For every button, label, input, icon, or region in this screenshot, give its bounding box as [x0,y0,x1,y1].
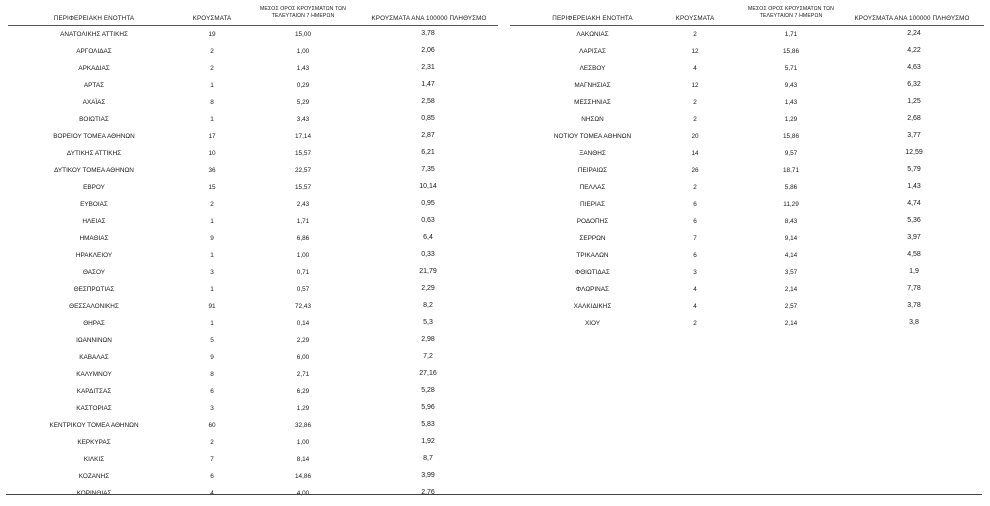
cell-per100k: 0,95 [421,200,435,207]
cell-cases: 1 [210,116,214,123]
cell-per100k: 12,59 [905,149,923,156]
cell-per100k: 5,79 [907,166,921,173]
table-row [510,315,984,332]
table-row [8,417,498,434]
cell-avg7: 3,57 [784,269,798,276]
table-row [510,162,984,179]
table-row [510,26,984,43]
cell-avg7: 1,00 [296,48,310,55]
table-row [8,230,498,247]
cell-per100k: 2,06 [421,47,435,54]
cell-region: ΞΑΝΘΗΣ [579,150,606,157]
cell-region: ΘΕΣΣΑΛΟΝΙΚΗΣ [69,303,119,310]
table-row [8,179,498,196]
cell-region: ΠΕΙΡΑΙΩΣ [577,167,608,174]
cell-per100k: 6,32 [907,81,921,88]
cell-per100k: 0,33 [421,251,435,258]
cell-cases: 1 [210,320,214,327]
cell-avg7: 2,14 [784,286,798,293]
table-row [8,468,498,485]
cell-region: ΒΟΙΩΤΙΑΣ [79,116,109,123]
table-row [8,315,498,332]
cell-avg7: 0,71 [296,269,310,276]
cell-cases: 1 [210,252,214,259]
cell-per100k: 5,36 [907,217,921,224]
cell-region: ΧΙΟΥ [584,320,601,327]
table-row [510,298,984,315]
cell-per100k: 2,98 [421,336,435,343]
bottom-divider [6,494,982,495]
cell-per100k: 4,63 [907,64,921,71]
cell-cases: 4 [693,65,697,72]
table-row [8,264,498,281]
cell-region: ΔΥΤΙΚΟΥ ΤΟΜΕΑ ΑΘΗΝΩΝ [54,167,134,174]
cell-cases: 6 [693,201,697,208]
cell-cases: 12 [691,82,699,89]
table-row [510,43,984,60]
cell-cases: 6 [210,388,214,395]
cell-per100k: 2,31 [421,64,435,71]
cell-avg7: 2,14 [784,320,798,327]
cell-cases: 3 [210,269,214,276]
table-body [8,26,498,502]
cell-region: ΜΕΣΣΗΝΙΑΣ [574,99,611,106]
table-row [510,128,984,145]
cell-avg7: 9,14 [784,235,798,242]
table-row [8,162,498,179]
cell-region: ΑΝΑΤΟΛΙΚΗΣ ΑΤΤΙΚΗΣ [60,31,128,38]
cell-per100k: 2,58 [421,98,435,105]
cell-avg7: 2,43 [296,201,310,208]
cell-region: ΑΡΚΑΔΙΑΣ [78,65,110,72]
cell-cases: 9 [210,235,214,242]
cell-region: ΒΟΡΕΙΟΥ ΤΟΜΕΑ ΑΘΗΝΩΝ [53,133,135,140]
cell-per100k: 2,76 [421,489,435,496]
header-avg7-line1: ΜΕΣΟΣ ΟΡΟΣ ΚΡΟΥΣΜΑΤΩΝ ΤΩΝ [748,6,834,12]
cell-region: ΑΡΤΑΣ [83,82,105,89]
table-row [510,230,984,247]
header-cases: ΚΡΟΥΣΜΑΤΑ [192,15,232,22]
cell-avg7: 15,86 [783,48,799,55]
cell-region: ΚΕΡΚΥΡΑΣ [77,439,111,446]
cell-per100k: 3,77 [907,132,921,139]
cell-region: ΣΕΡΡΩΝ [579,235,606,242]
cell-region: ΗΡΑΚΛΕΙΟΥ [75,252,113,259]
cell-avg7: 0,29 [296,82,310,89]
cell-region: ΘΗΡΑΣ [83,320,105,327]
cell-per100k: 27,16 [419,370,437,377]
cell-per100k: 1,9 [909,268,919,275]
cell-avg7: 15,57 [295,184,311,191]
table-row [8,128,498,145]
cell-cases: 2 [693,320,697,327]
cell-cases: 6 [693,252,697,259]
cell-cases: 1 [210,82,214,89]
cell-per100k: 1,92 [421,438,435,445]
table-row [8,332,498,349]
cell-per100k: 21,79 [419,268,437,275]
cell-avg7: 4,14 [784,252,798,259]
cell-avg7: 1,00 [296,439,310,446]
cell-per100k: 5,3 [423,319,433,326]
cell-cases: 8 [210,99,214,106]
cell-cases: 2 [210,201,214,208]
cell-avg7: 3,43 [296,116,310,123]
cell-per100k: 5,28 [421,387,435,394]
cell-region: ΠΙΕΡΙΑΣ [580,201,605,208]
cell-per100k: 4,74 [907,200,921,207]
header-region: ΠΕΡΙΦΕΡΕΙΑΚΗ ΕΝΟΤΗΤΑ [53,15,135,22]
cell-region: ΦΘΙΩΤΙΔΑΣ [575,269,610,276]
table-row [8,298,498,315]
cell-region: ΚΙΛΚΙΣ [83,456,105,463]
cases-table-left [8,6,498,502]
cell-avg7: 5,29 [296,99,310,106]
cell-per100k: 3,97 [907,234,921,241]
cell-cases: 6 [210,473,214,480]
table-row [510,77,984,94]
cell-avg7: 9,43 [784,82,798,89]
cell-per100k: 2,87 [421,132,435,139]
cell-avg7: 15,86 [783,133,799,140]
cell-per100k: 1,43 [907,183,921,190]
cell-per100k: 1,47 [421,81,435,88]
table-row [8,26,498,43]
header-avg7-line2: ΤΕΛΕΥΤΑΙΩΝ 7 ΗΜΕΡΩΝ [271,12,335,19]
cell-cases: 3 [693,269,697,276]
table-row [510,94,984,111]
cell-per100k: 2,24 [907,30,921,37]
cell-region: ΛΑΡΙΣΑΣ [579,48,606,55]
cell-region: ΗΛΕΙΑΣ [82,218,106,225]
cell-cases: 1 [210,218,214,225]
table-row [8,281,498,298]
cell-per100k: 5,96 [421,404,435,411]
table-row [8,366,498,383]
cell-per100k: 6,21 [421,149,435,156]
table-row [8,213,498,230]
cell-avg7: 2,71 [296,371,310,378]
cell-region: ΑΡΓΟΛΙΔΑΣ [76,48,112,55]
cell-avg7: 11,29 [783,201,799,208]
table-row [8,247,498,264]
cell-per100k: 8,7 [423,455,433,462]
cell-avg7: 2,29 [296,337,310,344]
cell-per100k: 6,4 [423,234,433,241]
header-region: ΠΕΡΙΦΕΡΕΙΑΚΗ ΕΝΟΤΗΤΑ [552,15,633,22]
cell-avg7: 8,43 [784,218,798,225]
cell-region: ΤΡΙΚΑΛΩΝ [576,252,609,259]
cell-avg7: 1,71 [784,31,798,38]
table-row [8,94,498,111]
cell-region: ΕΥΒΟΙΑΣ [80,201,108,208]
cell-cases: 2 [210,65,214,72]
cell-region: ΠΕΛΛΑΣ [579,184,606,191]
header-per100k: ΚΡΟΥΣΜΑΤΑ ΑΝΑ 100000 ΠΛΗΘΥΣΜΟ [371,15,487,22]
cell-region: ΚΕΝΤΡΙΚΟΥ ΤΟΜΕΑ ΑΘΗΝΩΝ [49,422,139,429]
cell-region: ΚΟΖΑΝΗΣ [78,473,110,480]
cell-avg7: 1,29 [296,405,310,412]
table-row [8,434,498,451]
cell-per100k: 10,14 [419,183,437,190]
cell-cases: 9 [210,354,214,361]
cell-cases: 4 [210,490,214,497]
cell-cases: 2 [210,48,214,55]
cell-per100k: 4,58 [907,251,921,258]
table-row [510,111,984,128]
cell-cases: 1 [210,286,214,293]
cell-per100k: 7,35 [421,166,435,173]
table-row [8,383,498,400]
cell-avg7: 15,57 [295,150,311,157]
cell-avg7: 0,14 [296,320,310,327]
cell-region: ΚΟΡΙΝΘΙΑΣ [76,490,112,497]
table-row [510,196,984,213]
cell-per100k: 3,8 [909,319,919,326]
cell-per100k: 7,2 [423,353,433,360]
cell-cases: 8 [210,371,214,378]
cell-avg7: 6,86 [296,235,310,242]
table-header [510,6,984,26]
cell-region: ΚΑΛΥΜΝΟΥ [76,371,112,378]
cell-avg7: 1,29 [784,116,798,123]
table-row [8,145,498,162]
cell-avg7: 6,00 [296,354,310,361]
header-avg7 [738,6,844,19]
table-header [8,6,498,26]
cell-cases: 7 [693,235,697,242]
cell-cases: 2 [210,439,214,446]
cell-avg7: 22,57 [295,167,311,174]
cell-cases: 17 [208,133,216,140]
cell-region: ΕΒΡΟΥ [83,184,105,191]
cell-region: ΝΟΤΙΟΥ ΤΟΜΕΑ ΑΘΗΝΩΝ [553,133,632,140]
table-row [8,60,498,77]
cell-cases: 7 [210,456,214,463]
cell-avg7: 0,57 [296,286,310,293]
table-row [510,179,984,196]
table-row [510,145,984,162]
cell-avg7: 2,57 [784,303,798,310]
cell-region: ΛΑΚΩΝΙΑΣ [576,31,609,38]
table-row [510,60,984,77]
table-body [510,26,984,332]
cell-region: ΝΗΣΩΝ [581,116,604,123]
cell-avg7: 32,86 [295,422,311,429]
cell-avg7: 72,43 [295,303,311,310]
cell-per100k: 8,2 [423,302,433,309]
cell-region: ΙΩΑΝΝΙΝΩΝ [76,337,112,344]
cell-avg7: 1,43 [784,99,798,106]
cell-cases: 36 [208,167,216,174]
header-cases: ΚΡΟΥΣΜΑΤΑ [675,15,715,22]
cell-region: ΗΜΑΘΙΑΣ [79,235,109,242]
table-row [8,196,498,213]
cell-region: ΧΑΛΚΙΔΙΚΗΣ [573,303,612,310]
cell-avg7: 9,57 [784,150,798,157]
table-row [8,349,498,366]
cell-region: ΘΕΣΠΡΩΤΙΑΣ [73,286,115,293]
table-row [8,43,498,60]
cell-cases: 4 [693,303,697,310]
cell-cases: 2 [693,184,697,191]
cell-avg7: 8,14 [296,456,310,463]
cell-region: ΚΑΡΔΙΤΣΑΣ [76,388,112,395]
cell-region: ΘΑΣΟΥ [82,269,106,276]
cell-region: ΦΛΩΡΙΝΑΣ [575,286,609,293]
cell-avg7: 15,00 [295,31,311,38]
cell-region: ΛΕΣΒΟΥ [579,65,606,72]
cell-cases: 19 [208,31,216,38]
cell-per100k: 5,83 [421,421,435,428]
cell-cases: 2 [693,31,697,38]
cell-region: ΑΧΑΪΑΣ [82,99,106,106]
table-row [510,247,984,264]
cell-per100k: 3,99 [421,472,435,479]
cell-region: ΚΑΒΑΛΑΣ [79,354,109,361]
cell-avg7: 17,14 [295,133,311,140]
header-avg7-line1: ΜΕΣΟΣ ΟΡΟΣ ΚΡΟΥΣΜΑΤΩΝ ΤΩΝ [260,6,346,12]
cell-cases: 5 [210,337,214,344]
table-row [510,264,984,281]
header-avg7-line2: ΤΕΛΕΥΤΑΙΩΝ 7 ΗΜΕΡΩΝ [759,12,823,19]
cases-table-right [510,6,984,332]
cell-avg7: 18,71 [783,167,799,174]
cell-avg7: 6,29 [296,388,310,395]
cell-cases: 4 [693,286,697,293]
table-row [8,111,498,128]
cell-per100k: 2,29 [421,285,435,292]
cell-cases: 20 [691,133,699,140]
header-per100k: ΚΡΟΥΣΜΑΤΑ ΑΝΑ 100000 ΠΛΗΘΥΣΜΟ [854,15,970,22]
cell-cases: 3 [210,405,214,412]
cell-avg7: 5,71 [784,65,798,72]
cell-avg7: 4,00 [296,490,310,497]
table-row [8,451,498,468]
cell-region: ΚΑΣΤΟΡΙΑΣ [76,405,112,412]
cell-cases: 60 [208,422,216,429]
cell-cases: 91 [208,303,216,310]
cell-cases: 26 [691,167,699,174]
cell-per100k: 2,68 [907,115,921,122]
cell-region: ΜΑΓΝΗΣΙΑΣ [574,82,611,89]
cell-cases: 15 [208,184,216,191]
cell-per100k: 7,78 [907,285,921,292]
cell-per100k: 0,63 [421,217,435,224]
cell-cases: 6 [693,218,697,225]
cell-cases: 10 [208,150,216,157]
cell-per100k: 3,78 [907,302,921,309]
cell-cases: 14 [691,150,699,157]
cell-per100k: 0,85 [421,115,435,122]
table-row [510,213,984,230]
cell-cases: 2 [693,116,697,123]
header-avg7 [248,6,358,19]
cell-avg7: 1,43 [296,65,310,72]
table-row [8,400,498,417]
cell-avg7: 14,86 [295,473,311,480]
table-row [510,281,984,298]
cell-avg7: 1,71 [296,218,310,225]
cell-region: ΔΥΤΙΚΗΣ ΑΤΤΙΚΗΣ [66,150,122,157]
cell-per100k: 4,22 [907,47,921,54]
cell-cases: 2 [693,99,697,106]
cell-region: ΡΟΔΟΠΗΣ [576,218,609,225]
cell-per100k: 1,25 [907,98,921,105]
cell-per100k: 3,78 [421,30,435,37]
table-row [8,77,498,94]
cell-avg7: 1,00 [296,252,310,259]
cell-cases: 12 [691,48,699,55]
cell-avg7: 5,86 [784,184,798,191]
